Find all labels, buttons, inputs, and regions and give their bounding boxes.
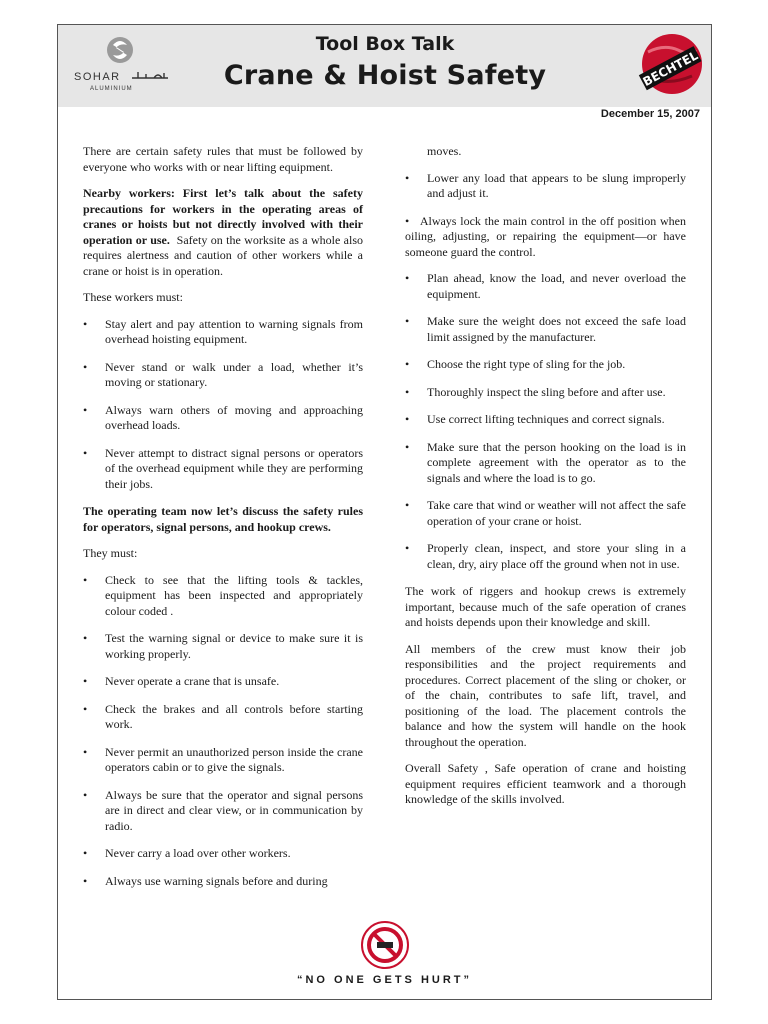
footer-slogan: “NO ONE GETS HURT” xyxy=(296,974,472,986)
doc-date: December 15, 2007 xyxy=(600,108,700,120)
right-bullets-b xyxy=(405,271,686,572)
intro-paragraph: There are certain safety rules that must be followed by everyone who works with or near lifting equipment. xyxy=(83,144,363,174)
bullet-icon: • xyxy=(83,674,88,688)
bullet-icon: • xyxy=(405,271,410,285)
bullet-icon: • xyxy=(405,170,410,185)
doc-title-line1: Tool Box Talk xyxy=(315,33,455,55)
list-item: • Plan ahead, know the load, and never overload the equipment. xyxy=(405,271,686,301)
bullet-icon: • xyxy=(83,402,88,417)
bullet-icon: • xyxy=(83,359,88,374)
bullet-icon: • xyxy=(83,846,88,860)
bullet-icon: • xyxy=(405,213,410,228)
bullet-icon: • xyxy=(405,314,410,328)
list-item: • Make sure the weight does not exceed the safe load limit assigned by the manufacturer. xyxy=(405,314,686,344)
list-item: • Never stand or walk under a load, whether it’s moving or stationary. xyxy=(83,359,363,389)
nearby-workers-text: Safety on the worksite as a whole also requires alertness and caution of other workers while a crane or hoist is in operation. xyxy=(83,232,364,278)
left-column xyxy=(83,144,363,901)
list-item: • Always warn others of moving and approaching overhead loads. xyxy=(83,402,363,432)
list-item: • Check to see that the lifting tools & tackles, equipment has been inspected and appropriately colour coded . xyxy=(83,572,363,618)
bullet-icon: • xyxy=(405,384,410,399)
lock-control-note: • Always lock the main control in the off position when oiling, adjusting, or repairing the equipment—or have someone guard the control. xyxy=(405,213,686,259)
bullet-icon: • xyxy=(405,541,410,555)
logo-wordmark: SOHAR xyxy=(74,71,121,83)
list-item: • Make sure that the person hooking on the load is in complete agreement with the operator as to the signals and where the load is to go. xyxy=(405,439,686,485)
list-item: • Always be sure that the operator and signal persons are in direct and clear view, or in communication by radio. xyxy=(83,787,363,833)
continued-text: moves. xyxy=(427,144,462,158)
sohar-logo xyxy=(70,33,180,101)
list-item: • Use correct lifting techniques and correct signals. xyxy=(405,412,665,426)
logo-subtitle: ALUMINIUM xyxy=(90,86,133,92)
doc-title-line2: Crane & Hoist Safety xyxy=(223,60,547,91)
bullet-icon: • xyxy=(405,439,410,454)
list-item: • Check the brakes and all controls before starting work. xyxy=(83,701,363,731)
right-column xyxy=(405,144,686,819)
they-must-label: They must: xyxy=(83,546,138,560)
right-bullets-a xyxy=(405,171,686,202)
list-item: • Never attempt to distract signal persons or operators of the overhead equipment while they are performing their jobs. xyxy=(83,445,363,491)
bullet-icon: • xyxy=(405,357,410,371)
bullet-icon: • xyxy=(83,701,88,716)
list-item: • Test the warning signal or device to make sure it is working properly. xyxy=(83,631,363,661)
list-item: • Lower any load that appears to be slung improperly and adjust it. xyxy=(405,170,686,200)
bullet-icon: • xyxy=(83,572,88,587)
list-item: • Properly clean, inspect, and store your sling in a clean, dry, airy place off the ground when not in use. xyxy=(405,541,686,571)
list-item: • Choose the right type of sling for the job. xyxy=(405,357,626,371)
list-item: • Never carry a load over other workers. xyxy=(83,846,291,860)
riggers-paragraph: The work of riggers and hookup crews is extremely important, because much of the safe operation of cranes and hoists depends upon their knowledge and skill. xyxy=(405,584,686,629)
bullet-icon: • xyxy=(83,316,88,331)
nearby-workers-paragraph xyxy=(83,186,363,279)
list-item: • Always use warning signals before and during xyxy=(83,873,328,888)
worker-bullets xyxy=(83,317,363,493)
list-item: • Stay alert and pay attention to warning signals from overhead hoisting equipment. xyxy=(83,316,363,346)
team-bullets xyxy=(83,573,363,890)
logo-arabic xyxy=(130,69,170,81)
bullet-icon: • xyxy=(83,445,88,460)
nearby-workers-heading: Nearby workers: First let’s talk about the safety precautions for workers in the operating areas of cranes or hoists but not directly involved with their operation or use. xyxy=(83,186,363,247)
bechtel-logo xyxy=(634,30,706,102)
operating-team-heading: The operating team now let’s discuss the safety rules for operators, signal persons, and hookup crews. xyxy=(83,504,363,534)
list-item: • Never operate a crane that is unsafe. xyxy=(83,674,280,688)
crew-paragraph: All members of the crew must know their job responsibilities and the project requirements and procedures. Correct placement of the sling or choker, or of the chain, contributes to safe lift, travel, and positioning of the load. The placement controls the balance and how the system will handle on the hook throughout the operation. xyxy=(405,641,686,749)
bullet-icon: • xyxy=(83,787,88,802)
bullet-icon: • xyxy=(405,498,410,512)
bullet-icon: • xyxy=(83,631,88,645)
list-item: • Take care that wind or weather will not affect the safe operation of your crane or hoist. xyxy=(405,498,686,528)
list-item: • Never permit an unauthorized person inside the crane operators cabin or to give the signals. xyxy=(83,744,363,774)
bullet-icon: • xyxy=(405,412,410,426)
bullet-icon: • xyxy=(83,744,88,759)
bechtel-wordmark: BECHTEL xyxy=(640,48,701,89)
overall-safety-paragraph: Overall Safety , Safe operation of crane and hoisting equipment requires efficient teamwork and a thorough knowledge of the skills involved. xyxy=(405,761,686,806)
safety-seal-icon xyxy=(360,920,410,970)
bullet-icon: • xyxy=(83,873,88,888)
list-item: • Thoroughly inspect the sling before and after use. xyxy=(405,384,666,399)
workers-must-label: These workers must: xyxy=(83,290,183,304)
